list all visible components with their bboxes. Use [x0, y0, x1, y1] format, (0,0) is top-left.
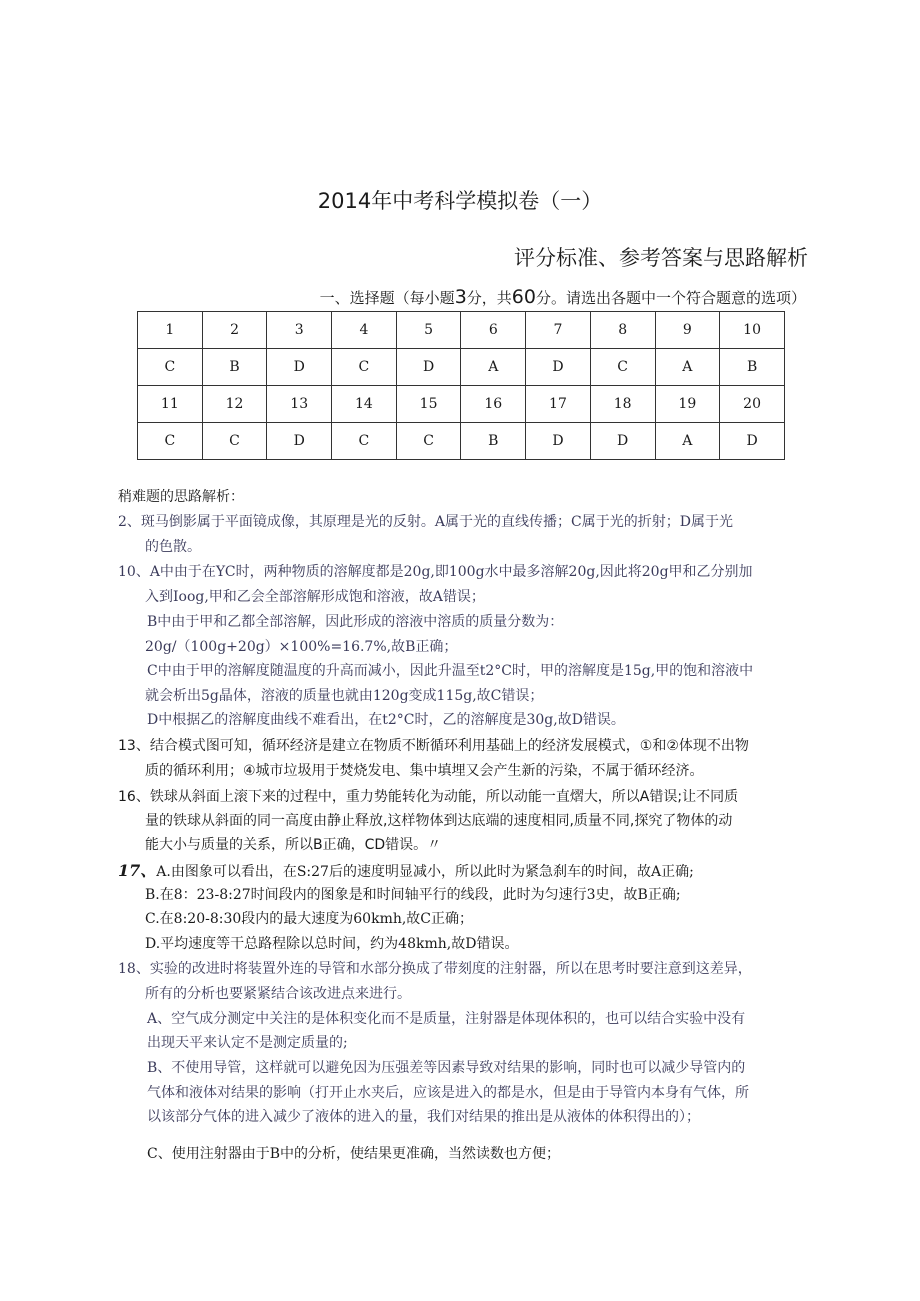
answer-cell: D	[526, 349, 591, 386]
question-number-cell: 17	[526, 386, 591, 423]
question-number-cell: 3	[267, 312, 332, 349]
q10-line1: 10、A中由于在YC时，两种物质的溶解度都是20g,即100g水中最多溶解20g,因此将20g甲和乙分别加	[118, 564, 753, 580]
question-number-cell: 11	[138, 386, 203, 423]
q2-line2: 的色散。	[145, 539, 201, 555]
question-number-cell: 7	[526, 312, 591, 349]
q13-line2: 质的循环利用；④城市垃圾用于焚烧发电、集中填埋又会产生新的污染，不属于循环经济。	[145, 763, 704, 779]
q17-line1	[118, 858, 694, 881]
q10-line5: C中由于甲的溶解度随温度的升高而减小，因此升温至t2°C时，甲的溶解度是15g,甲的饱和溶液中	[147, 663, 754, 679]
answer-cell: D	[396, 349, 461, 386]
answer-cell: C	[590, 349, 655, 386]
analysis-heading: 稍难题的思路解析：	[118, 489, 244, 505]
question-number-cell: 6	[461, 312, 526, 349]
section-middle: 分，共	[466, 289, 512, 307]
question-number-cell: 8	[590, 312, 655, 349]
answer-cell: D	[720, 423, 785, 460]
q17-number: 17、	[118, 861, 157, 880]
question-number-cell: 2	[202, 312, 267, 349]
q2-line1: 2、斑马倒影属于平面镜成像，其原理是光的反射。A属于光的直线传播；C属于光的折射；D属于光	[118, 514, 733, 530]
answer-cell: A	[461, 349, 526, 386]
q18-line3: A、空气成分测定中关注的是体积变化而不是质量，注射器是体现体积的，也可以结合实验中没有	[147, 1011, 746, 1027]
q18-line4: 出现天平来认定不是测定质量的;	[147, 1035, 348, 1051]
answer-cell: C	[332, 423, 397, 460]
answer-cell: B	[461, 423, 526, 460]
answer-cell: C	[202, 423, 267, 460]
answer-table	[137, 311, 785, 460]
answer-cell: C	[396, 423, 461, 460]
q10-line3: B中由于甲和乙都全部溶解，因此形成的溶液中溶质的质量分数为：	[147, 614, 564, 630]
section-heading	[320, 286, 806, 308]
question-number-cell: 10	[720, 312, 785, 349]
answer-cell: D	[267, 349, 332, 386]
q10-line7: D中根据乙的溶解度曲线不难看出，在t2°C时，乙的溶解度是30g,故D错误。	[147, 712, 625, 728]
section-total: 60	[511, 286, 536, 308]
q18-line1: 18、实验的改进时将装置外连的导管和水部分换成了带刻度的注射器，所以在思考时要注意到这差异，	[118, 961, 752, 977]
page-subtitle: 评分标准、参考答案与思路解析	[514, 246, 808, 270]
q16-line3: 能大小与质量的关系，所以B正确，CD错误。〃	[145, 837, 442, 853]
question-number-cell: 12	[202, 386, 267, 423]
answer-cell: D	[267, 423, 332, 460]
answer-cell: B	[202, 349, 267, 386]
answer-cell: A	[655, 349, 720, 386]
q17-line3: C.在8:20-8:30段内的最大速度为60kmh,故C正确；	[145, 911, 474, 927]
q18-line8: C、使用注射器由于B中的分析，使结果更准确，当然读数也方便；	[147, 1146, 560, 1162]
question-number-cell: 9	[655, 312, 720, 349]
q16-line1: 16、铁球从斜面上滚下来的过程中，重力势能转化为动能，所以动能一直熠大，所以A错误;让不同质	[118, 789, 739, 805]
question-number-cell: 15	[396, 386, 461, 423]
answer-table-body	[138, 312, 785, 460]
answer-cell: C	[332, 349, 397, 386]
question-number-cell: 14	[332, 386, 397, 423]
answer-table-row	[138, 349, 785, 386]
q17-line4: D.平均速度等干总路程除以总时间，约为48kmh,故D错误。	[145, 936, 519, 952]
q17-line2: B.在8：23-8:27时间段内的图象是和时间轴平行的线段，此时为匀速行3史，故B正确;	[145, 887, 681, 903]
q18-line2: 所有的分析也要紧紧结合该改进点来进行。	[145, 986, 411, 1002]
answer-cell: C	[138, 423, 203, 460]
question-number-cell: 4	[332, 312, 397, 349]
q16-line2: 量的铁球从斜面的同一高度由静止释放,这样物体到达底端的速度相同,质量不同,探究了物体的动	[145, 813, 733, 829]
q10-line2: 入到Ioog,甲和乙会全部溶解形成饱和溶液，故A错误；	[145, 589, 485, 605]
answer-table-row	[138, 423, 785, 460]
answer-table-row	[138, 312, 785, 349]
question-number-cell: 13	[267, 386, 332, 423]
answer-cell: B	[720, 349, 785, 386]
section-points: 3	[454, 286, 467, 308]
q17-line1-text: A.由图象可以看出，在S:27后的速度明显减小，所以此时为紧急刹车的时间，故A正确;	[156, 864, 694, 880]
answer-cell: D	[590, 423, 655, 460]
answer-table-row	[138, 386, 785, 423]
answer-cell: A	[655, 423, 720, 460]
answer-cell: D	[526, 423, 591, 460]
section-suffix: 分。请选出各题中一个符合题意的选项）	[535, 289, 806, 307]
question-number-cell: 18	[590, 386, 655, 423]
page-title: 2014年中考科学模拟卷（一）	[317, 189, 603, 213]
section-prefix: 一、选择题（每小题	[319, 289, 455, 307]
q18-line6: 气体和液体对结果的影响（打开止水夹后，应该是进入的都是水，但是由于导管内本身有气体，所	[147, 1085, 749, 1101]
question-number-cell: 5	[396, 312, 461, 349]
question-number-cell: 20	[720, 386, 785, 423]
answer-cell: C	[138, 349, 203, 386]
q13-line1: 13、结合模式图可知，循环经济是建立在物质不断循环利用基础上的经济发展模式，①和②体现不出物	[118, 738, 749, 754]
q18-line7: 以该部分气体的进入减少了液体的进入的量，我们对结果的推出是从液体的体积得出的）；	[147, 1109, 700, 1125]
question-number-cell: 1	[138, 312, 203, 349]
q18-line5: B、不使用导管，这样就可以避免因为压强差等因素导致对结果的影响，同时也可以减少导管内的	[147, 1060, 746, 1076]
q10-line6: 就会析出5g晶体，溶液的质量也就由120g变成115g,故C错误；	[145, 688, 544, 704]
question-number-cell: 19	[655, 386, 720, 423]
q10-line4: 20g/（100g+20g）×100%=16.7%,故B正确；	[145, 639, 458, 655]
question-number-cell: 16	[461, 386, 526, 423]
